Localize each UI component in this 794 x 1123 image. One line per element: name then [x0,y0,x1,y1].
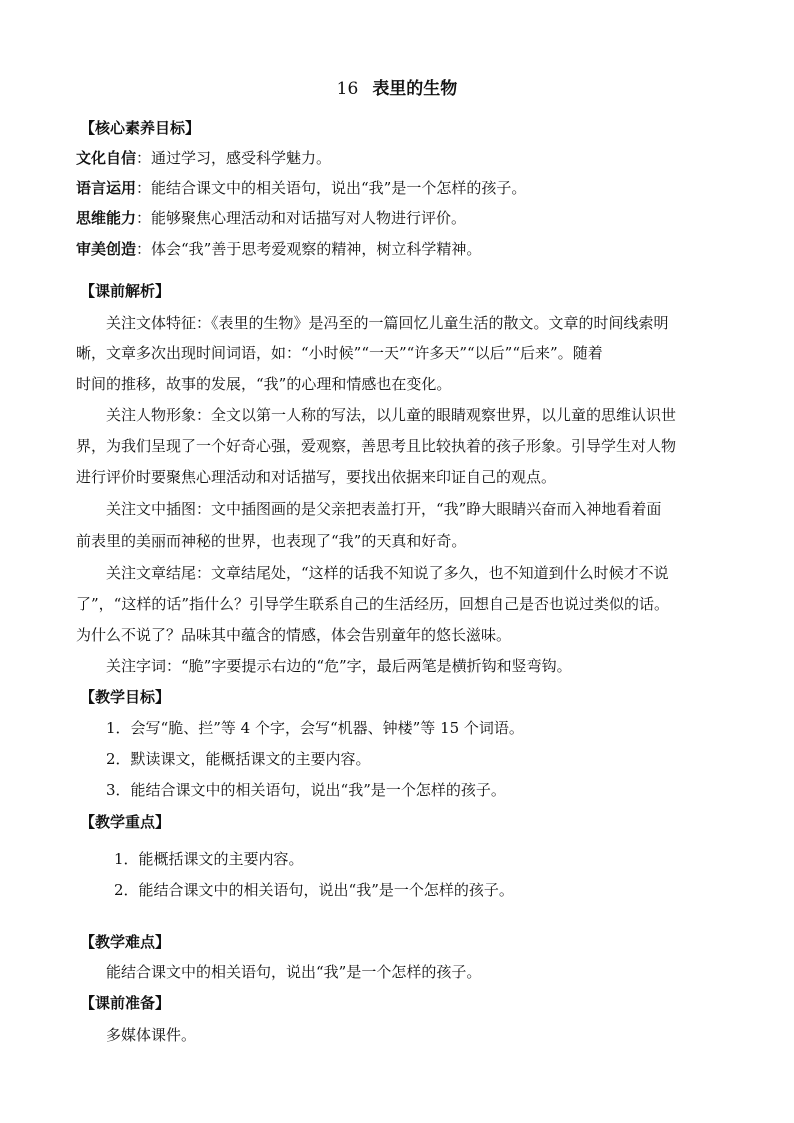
core-goal-item [76,239,481,259]
analysis-line: 前表里的美丽而神秘的世界，也表现了“我”的天真和好奇。 [76,532,467,550]
analysis-line: 为什么不说了？品味其中蕴含的情感，体会告别童年的悠长滋味。 [76,626,512,644]
core-goal-label: 审美创造 [76,240,137,258]
core-goal-label: 文化自信 [76,149,137,167]
difficulties-heading: 【教学难点】 [80,933,171,951]
analysis-line: 关注人物形象：全文以第一人称的写法，以儿童的眼睛观察世界，以儿童的思维认识世 [106,406,677,424]
preparation-text: 多媒体课件。 [106,1026,197,1044]
teaching-goal-item: 2．默读课文，能概括课文的主要内容。 [106,750,371,768]
core-goal-text: ：能够聚焦心理活动和对话描写对人物进行评价。 [136,209,467,227]
lesson-number: 16 [336,79,359,99]
core-goal-item [76,148,331,168]
core-goals-heading: 【核心素养目标】 [80,119,201,137]
core-goal-text: ：通过学习，感受科学魅力。 [136,149,332,167]
key-points-heading: 【教学重点】 [80,813,171,831]
analysis-line: 关注文章结尾：文章结尾处，“这样的话我不知说了多久，也不知道到什么时候才不说 [106,564,669,582]
analysis-line: 关注文体特征：《表里的生物》是冯至的一篇回忆儿童生活的散文。文章的时间线索明 [106,314,669,332]
core-goal-item [76,208,466,228]
page-title [0,78,794,100]
analysis-line: 关注字词：“脆”字要提示右边的“危”字，最后两笔是横折钩和竖弯钩。 [106,657,572,675]
analysis-line: 了”，“这样的话”指什么？引导学生联系自己的生活经历，回想自己是否也说过类似的话。 [76,595,670,613]
analysis-line: 晰，文章多次出现时间词语，如：“小时候”“一天”“许多天”“以后”“后来”。随着 [76,344,603,362]
analysis-line: 时间的推移，故事的发展，“我”的心理和情感也在变化。 [76,375,452,393]
lesson-title: 表里的生物 [372,79,458,99]
pre-analysis-heading: 【课前解析】 [80,282,171,300]
core-goal-label: 思维能力 [76,209,137,227]
analysis-line: 关注文中插图：文中插图画的是父亲把表盖打开，“我”睁大眼睛兴奋而入神地看着面 [106,500,662,518]
key-point-item: 1．能概括课文的主要内容。 [114,850,304,868]
teaching-goals-heading: 【教学目标】 [80,688,171,706]
core-goal-text: ：能结合课文中的相关语句，说出“我”是一个怎样的孩子。 [136,179,527,197]
core-goal-text: ：体会“我”善于思考爱观察的精神，树立科学精神。 [136,240,482,258]
analysis-line: 界，为我们呈现了一个好奇心强，爱观察，善思考且比较执着的孩子形象。引导学生对人物 [76,437,677,455]
core-goal-label: 语言运用 [76,179,137,197]
preparation-heading: 【课前准备】 [80,994,171,1012]
teaching-goal-item: 1．会写“脆、拦”等 4 个字，会写“机器、钟楼”等 15 个词语。 [106,719,524,737]
core-goal-item [76,178,526,198]
teaching-goal-item: 3．能结合课文中的相关语句，说出“我”是一个怎样的孩子。 [106,781,506,799]
analysis-line: 进行评价时要聚焦心理活动和对话描写，要找出依据来印证自己的观点。 [76,468,557,486]
key-point-item: 2．能结合课文中的相关语句，说出“我”是一个怎样的孩子。 [114,881,514,899]
difficulties-text: 能结合课文中的相关语句，说出“我”是一个怎样的孩子。 [106,963,482,981]
